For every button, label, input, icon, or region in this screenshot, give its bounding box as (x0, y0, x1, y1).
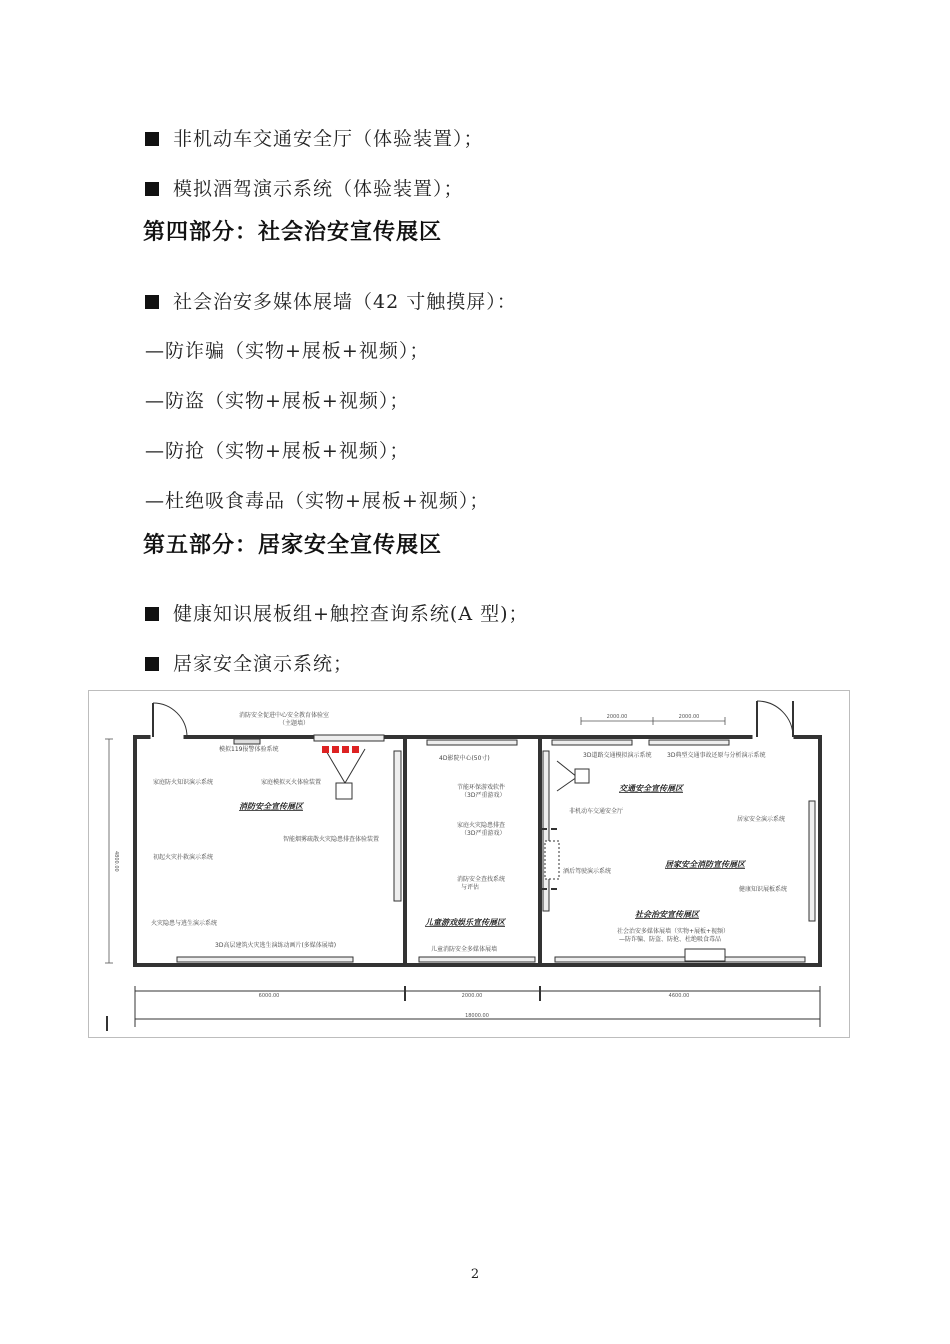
label-nonmotor: 非机动车交通安全厅 (569, 808, 624, 815)
wall-panel (234, 739, 260, 744)
counter (685, 949, 725, 961)
wall-panel (314, 735, 384, 741)
label-home-demo: 居家安全演示系统 (737, 816, 786, 823)
item-text: 健康知识展板组+触控查询系统(A 型)； (173, 603, 529, 625)
item-drunk-driving (145, 174, 464, 201)
floor-plan-drawing (89, 691, 849, 1037)
page-number: 2 (470, 1267, 480, 1282)
item-public-wall (145, 287, 517, 314)
top-dimension (581, 717, 725, 725)
label-family-ext: 家庭模拟灭火体验装置 (261, 779, 322, 786)
dim-total: 18000.00 (465, 1013, 489, 1019)
label-firesafe-sub: 与评估 (461, 884, 480, 891)
red-equipment (322, 746, 359, 753)
square-bullet-icon (145, 132, 159, 146)
floor-plan-figure (88, 690, 850, 1038)
wall-panel (555, 957, 805, 962)
section-heading-4: 第四部分：社会治安宣传展区 (143, 220, 443, 245)
item-home-demo (145, 649, 353, 676)
dim-top-1: 2000.00 (606, 714, 628, 720)
wall-panel (394, 751, 401, 901)
label-public-items: —防诈骗、防盗、防抢、杜绝吸食毒品 (619, 936, 722, 943)
zone-public-label: 社会治安宣传展区 (635, 910, 699, 919)
label-traffic-sim: 3D道路交通模拟演示系统 (583, 752, 652, 759)
wall-panel (552, 740, 632, 745)
label-childwall: 儿童消防安全多媒体展墙 (431, 946, 498, 953)
label-homefire: 家庭火灾隐患排查 (457, 822, 506, 829)
item-text: 非机动车交通安全厅（体验装置）； (173, 128, 484, 150)
dim-mid: 2000.00 (461, 993, 483, 999)
wall-panel (809, 801, 815, 921)
zone-traffic-label: 交通安全宣传展区 (619, 784, 683, 793)
wall-panel (177, 957, 353, 962)
label-fire-escape: 火灾隐患与逃生演示系统 (151, 920, 218, 927)
item-text: 社会治安多媒体展墙（42 寸触摸屏）： (173, 291, 517, 313)
label-homefire-sub: （3D严重游戏） (461, 830, 506, 837)
wall-panel (649, 740, 729, 745)
label-energy: 节能环保游戏软件 (457, 784, 506, 791)
label-4d: 4D影院中心(50寸) (439, 755, 490, 762)
projection-cone-2 (557, 761, 577, 791)
label-health: 健康知识展板系统 (739, 886, 788, 893)
square-bullet-icon (145, 182, 159, 196)
zone-home-label: 居家安全消防宣传展区 (665, 860, 745, 869)
side-dimension (105, 739, 113, 963)
label-traffic-acc: 3D典型交通事故还原与分析演示系统 (667, 752, 766, 759)
square-bullet-icon (145, 607, 159, 621)
label-kitchen: 家庭防火知识演示系统 (153, 779, 214, 786)
square-bullet-icon (145, 657, 159, 671)
item-anti-drug: —杜绝吸食毒品（实物+展板+视频）； (145, 490, 490, 512)
label-early-fire: 初起火灾扑救演示系统 (153, 854, 214, 861)
dim-left: 6000.00 (258, 993, 280, 999)
door-gap-left (151, 703, 183, 739)
label-escape-exp: 智能烟雾疏散火灾隐患排查体验装置 (283, 836, 380, 843)
label-drunk: 酒后驾驶演示系统 (563, 868, 612, 875)
plan-title: 消防安全促进中心安全教育体验室 (239, 712, 330, 719)
drunk-sim-device (545, 841, 559, 879)
zone-children-label: 儿童游戏娱乐宣传展区 (425, 918, 505, 927)
label-119: 模拟119报警体验系统 (219, 746, 279, 753)
item-text: 居家安全演示系统； (173, 653, 354, 675)
zone-fire-label: 消防安全宣传展区 (239, 802, 303, 811)
item-health-boards (145, 599, 529, 626)
label-public-wall: 社会治安多媒体展墙（实物+展板+视频） (617, 928, 730, 935)
item-nonmotor-hall (145, 124, 484, 151)
item-anti-robbery: —防抢（实物+展板+视频）； (145, 440, 410, 462)
bike-device (575, 769, 589, 783)
item-anti-theft: —防盗（实物+展板+视频）； (145, 390, 410, 412)
wall-panel (427, 740, 517, 745)
booth-device (336, 783, 352, 799)
wall-panel (419, 957, 535, 962)
door-gap-right (753, 703, 793, 739)
label-3d: 3D高层建筑火灾逃生演练动画片(多媒体展墙) (215, 942, 337, 949)
dim-top-2: 2000.00 (678, 714, 700, 720)
section-heading-5: 第五部分：居家安全宣传展区 (143, 533, 443, 558)
dim-side: 4800.00 (113, 851, 119, 872)
dim-right: 4600.00 (668, 993, 690, 999)
plan-title-sub: （主题墙） (279, 720, 310, 727)
item-text: 模拟酒驾演示系统（体验装置）； (173, 178, 464, 200)
wall-panel (543, 751, 549, 911)
item-anti-fraud: —防诈骗（实物+展板+视频）； (145, 340, 430, 362)
square-bullet-icon (145, 295, 159, 309)
label-energy-sub: （3D严重游戏） (461, 792, 506, 799)
projection-cone (325, 749, 365, 783)
label-firesafe: 消防安全查找系统 (457, 876, 506, 883)
